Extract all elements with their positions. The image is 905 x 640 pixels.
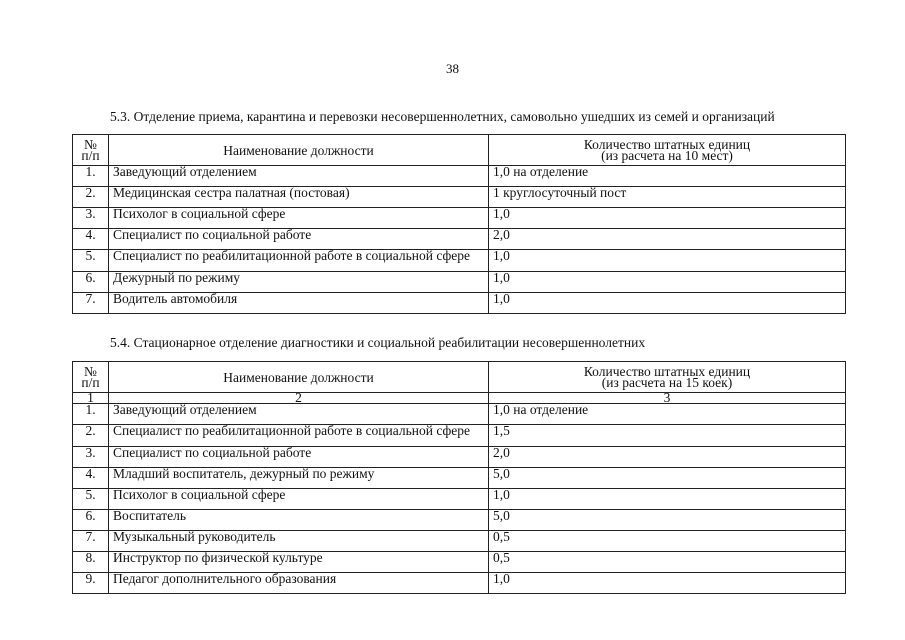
row-num: 2.	[73, 425, 109, 447]
row-quantity: 1,0	[489, 250, 846, 272]
row-quantity: 1,0	[489, 272, 846, 293]
column-number: 1	[73, 393, 109, 404]
row-num: 1.	[73, 166, 109, 187]
table-row	[73, 531, 846, 552]
table-row	[73, 272, 846, 293]
row-num: 1.	[73, 404, 109, 425]
row-position: Водитель автомобиля	[109, 293, 489, 314]
row-position: Специалист по реабилитационной работе в социальной сфере	[109, 425, 489, 447]
row-num: 2.	[73, 187, 109, 208]
table-row	[73, 166, 846, 187]
row-position: Специалист по социальной работе	[109, 229, 489, 250]
header-qty	[489, 135, 846, 166]
row-position: Заведующий отделением	[109, 404, 489, 425]
header-qty-line1: Количество штатных единиц	[583, 137, 751, 152]
row-num: 7.	[73, 293, 109, 314]
table-row	[73, 187, 846, 208]
table-header-row	[73, 135, 846, 166]
staff-table	[72, 134, 846, 314]
row-num: 4.	[73, 229, 109, 250]
table-row	[73, 468, 846, 489]
row-num: 4.	[73, 468, 109, 489]
header-name: Наименование должности	[109, 135, 489, 166]
row-num: 6.	[73, 272, 109, 293]
table-header-row	[73, 362, 846, 393]
row-num: 3.	[73, 447, 109, 468]
row-quantity: 0,5	[489, 531, 846, 552]
row-num: 5.	[73, 489, 109, 510]
table-row	[73, 208, 846, 229]
row-quantity: 1 круглосуточный пост	[489, 187, 846, 208]
table-row	[73, 250, 846, 272]
row-num: 8.	[73, 552, 109, 573]
row-quantity: 1,5	[489, 425, 846, 447]
row-quantity: 5,0	[489, 510, 846, 531]
row-num: 5.	[73, 250, 109, 272]
header-qty	[489, 362, 846, 393]
table-row	[73, 552, 846, 573]
table-row	[73, 573, 846, 594]
row-quantity: 2,0	[489, 229, 846, 250]
row-position: Дежурный по режиму	[109, 272, 489, 293]
row-position: Специалист по социальной работе	[109, 447, 489, 468]
row-num: 3.	[73, 208, 109, 229]
header-num: № п/п	[73, 362, 109, 393]
row-quantity: 2,0	[489, 447, 846, 468]
row-position: Воспитатель	[109, 510, 489, 531]
page-number: 38	[446, 61, 459, 76]
row-quantity: 5,0	[489, 468, 846, 489]
row-position: Заведующий отделением	[109, 166, 489, 187]
row-position: Специалист по реабилитационной работе в социальной сфере	[109, 250, 489, 272]
header-num: № п/п	[73, 135, 109, 166]
row-num: 9.	[73, 573, 109, 594]
staff-table	[72, 361, 846, 594]
header-qty-line1: Количество штатных единиц	[583, 364, 751, 379]
row-position: Медицинская сестра палатная (постовая)	[109, 187, 489, 208]
table-row	[73, 425, 846, 447]
table-row	[73, 447, 846, 468]
row-position: Младший воспитатель, дежурный по режиму	[109, 468, 489, 489]
row-num: 6.	[73, 510, 109, 531]
table-row	[73, 510, 846, 531]
table-row	[73, 293, 846, 314]
table-row	[73, 489, 846, 510]
row-position: Психолог в социальной сфере	[109, 208, 489, 229]
header-name: Наименование должности	[109, 362, 489, 393]
row-quantity: 1,0	[489, 208, 846, 229]
section-title: 5.4. Стационарное отделение диагностики и социальной реабилитации несовершеннолетних	[110, 335, 646, 350]
column-number: 3	[489, 393, 846, 404]
row-quantity: 0,5	[489, 552, 846, 573]
table-row	[73, 404, 846, 425]
header-qty-line2: (из расчета на 15 коек)	[601, 375, 733, 390]
row-position: Инструктор по физической культуре	[109, 552, 489, 573]
row-quantity: 1,0	[489, 293, 846, 314]
row-position: Психолог в социальной сфере	[109, 489, 489, 510]
row-position: Музыкальный руководитель	[109, 531, 489, 552]
section-title: 5.3. Отделение приема, карантина и перевозки несовершеннолетних, самовольно ушедших из семей и организаций	[110, 109, 775, 124]
header-qty-line2: (из расчета на 10 мест)	[601, 148, 733, 163]
row-quantity: 1,0	[489, 489, 846, 510]
row-num: 7.	[73, 531, 109, 552]
column-number: 2	[109, 393, 489, 404]
row-position: Педагог дополнительного образования	[109, 573, 489, 594]
row-quantity: 1,0	[489, 573, 846, 594]
row-quantity: 1,0 на отделение	[489, 404, 846, 425]
table-row	[73, 229, 846, 250]
row-quantity: 1,0 на отделение	[489, 166, 846, 187]
